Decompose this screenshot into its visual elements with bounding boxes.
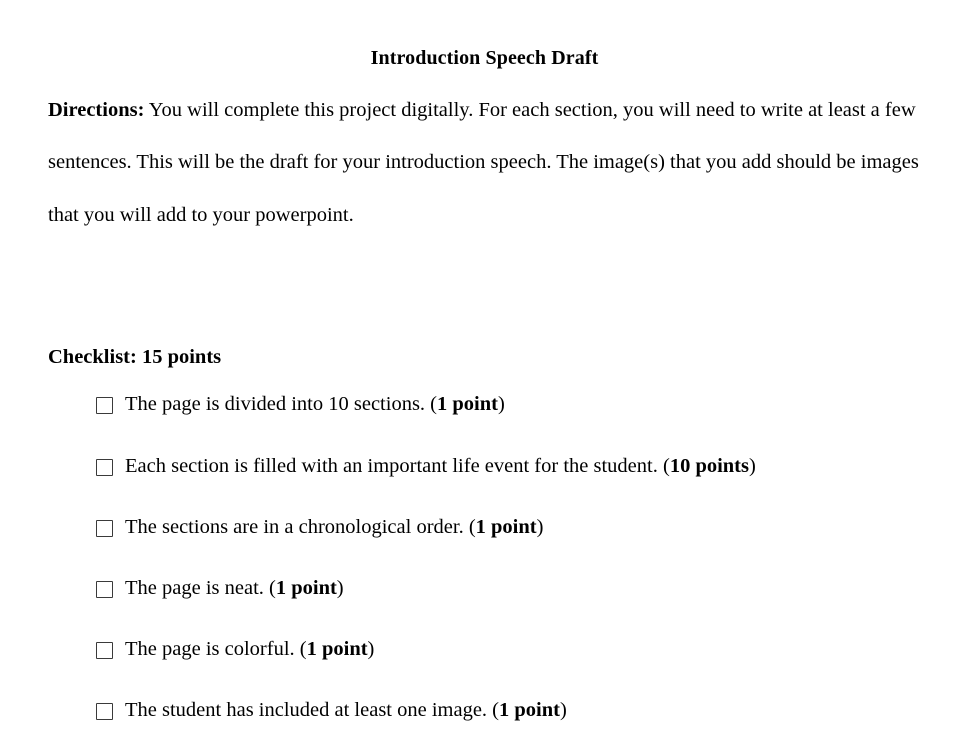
list-item-label (125, 391, 505, 419)
list-item-text: The page is divided into 10 sections. ( (125, 393, 437, 416)
list-item (96, 514, 921, 542)
list-item-text-end: ) (749, 454, 756, 477)
checklist-heading: Checklist: 15 points (48, 345, 222, 368)
directions-body: You will complete this project digitally. For each section, you will need to write at least a few sentences. This will be the draft for your introduction speech. The image(s) that you add should be images that you will add to your powerpoint. (48, 99, 919, 226)
checkbox-icon[interactable] (96, 642, 113, 659)
vertical-spacer (48, 241, 921, 345)
list-item-points: 1 point (437, 393, 498, 416)
directions-label: Directions: (48, 99, 145, 121)
page-title: Introduction Speech Draft (370, 47, 599, 69)
list-item-text: The page is neat. ( (125, 576, 276, 599)
list-item (96, 697, 921, 725)
checkbox-icon[interactable] (96, 520, 113, 537)
list-item-points: 10 points (669, 454, 749, 477)
list-item-text: The page is colorful. ( (125, 638, 307, 661)
checkbox-icon[interactable] (96, 459, 113, 476)
list-item-text: The student has included at least one image. ( (125, 699, 500, 722)
list-item (96, 391, 921, 419)
list-item-text-end: ) (336, 576, 344, 599)
checkbox-icon[interactable] (96, 581, 113, 598)
checkbox-icon[interactable] (96, 397, 113, 414)
list-item (96, 636, 921, 664)
list-item-text-end: ) (559, 699, 567, 722)
checklist (48, 391, 921, 725)
list-item (96, 453, 921, 481)
list-item-text-end: ) (536, 515, 544, 538)
list-item-label (125, 453, 756, 481)
checkbox-icon[interactable] (96, 703, 113, 720)
list-item-label (125, 514, 543, 542)
list-item-label (125, 697, 567, 725)
list-item-label (125, 575, 344, 603)
list-item-points: 1 point (306, 638, 368, 661)
list-item-points: 1 point (475, 515, 537, 538)
list-item-text: Each section is filled with an important life event for the student. ( (125, 454, 670, 477)
list-item-text-end: ) (367, 638, 375, 661)
directions-paragraph (48, 84, 921, 241)
list-item-label (125, 636, 374, 664)
list-item-points: 1 point (275, 576, 337, 599)
list-item-text: The sections are in a chronological order. ( (125, 515, 476, 538)
list-item (96, 575, 921, 603)
list-item-points: 1 point (499, 699, 560, 722)
list-item-text-end: ) (497, 393, 505, 416)
